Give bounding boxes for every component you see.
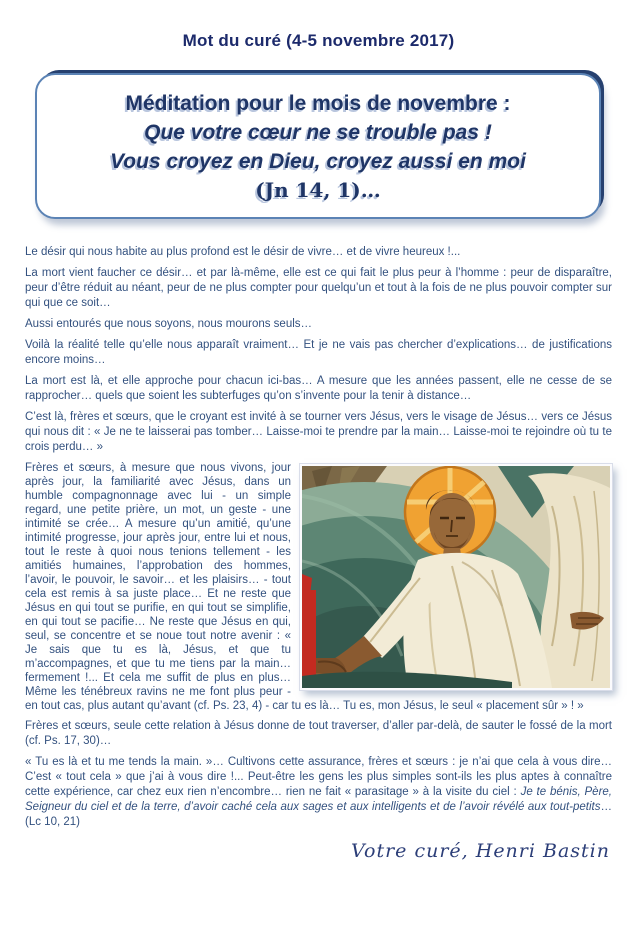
document-page [0,31,636,930]
meditation-line-1: Méditation pour le mois de novembre : [125,92,511,115]
closing-text-part3: … (Lc 10, 21) [25,801,612,828]
body-paragraph-1: Le désir qui nous habite au plus profond est le désir de vivre… et de vivre heureux !... [25,246,461,258]
body-paragraph-7-text: Frères et sœurs, à mesure que nous vivons, jour après jour, la familiarité avec Jésus, dans un humble compagnonnage avec lui - un simple regard, une petite prière, un mot, un geste - une intimité se crée… A mesure qu’un amitié, qu’une intimité progresse, jour après jour, entre lui et nous, tout le reste à quoi nous tenions tellement - les amitiés humaines, l’approbation des hommes, l’avoir, le pouvoir, le savoir… et les plaisirs… - tout cela est remis à sa juste place… Et ne reste que Jésus en qui tout se purifie, en qui tout se simplifie, en qui tout se pacifie… Ne reste que Jésus en qui, seul, se concentre et se noue tout notre avenir : « Je sais que tu es là, Jésus, et que tu m’accompagnes, et que tu me tiens par la main… fermement !... Et cela me suffit de plus en plus… Même les ténébreux ravins ne me font plus peur - en tout cas, plus autant qu’avant (cf. Ps. 23, 4) - car tu es là… Tu es, mon Jésus, le seul « placement sûr » ! » [25,462,584,712]
body-paragraph-2: La mort vient faucher ce désir… et par là-même, elle est ce qui fait le plus peur à l’homme : peur de disparaître, peur d’être réduit au néant, peur de ne plus compter pour quelqu’un et tout à la fois de ne plus pouvoir compter sur qui que ce soit… [25,267,612,309]
body-text [25,245,612,830]
meditation-line-4-scripture-ref: (Jn 14, 1)… [255,178,381,202]
body-paragraph-4: Voilà la réalité telle qu’elle nous apparaît vraiment… Et je ne vais pas chercher d’explications… de justifications encore moins… [25,339,612,366]
page-title: Mot du curé (4-5 novembre 2017) [182,31,455,50]
meditation-line-2: Que votre cœur ne se trouble pas ! [144,121,492,144]
meditation-line-3: Vous croyez en Dieu, croyez aussi en moi [110,150,526,173]
christ-resurrection-icon-image [300,464,612,690]
body-paragraph-9 [25,755,612,830]
closing-text-part1: « Tu es là et tu me tends la main. »… Cultivons cette assurance, frères et sœurs : je n’ai que cela à vous dire… C’est « tout cela » que j’ai à vous dire !... Peut-être les gens les plus simples sont-ils les plus aptes à connaître cette expérience, car chez eux rien n’encombre… rien ne fait « parasitage » à la visite du ciel : [25,756,612,798]
body-paragraph-7 [25,461,612,713]
body-paragraph-5: La mort est là, et elle approche pour chacun ici-bas… A mesure que les années passent, elle ne cesse de se rapprocher… quels que soient les subterfuges qu’on s’invente pour la tenir à distance… [25,375,612,402]
signature: Votre curé, Henri Bastin [351,840,610,862]
closing-scripture-quote: Je te bénis, Père, Seigneur du ciel et de la terre, d’avoir caché cela aux sages et aux intelligents et de l’avoir révélé aux tout-petits [25,786,612,813]
meditation-box [35,73,601,219]
body-paragraph-6: C’est là, frères et sœurs, que le croyant est invité à se tourner vers Jésus, vers le visage de Jésus… vers ce Jésus qui nous dit : « Je ne te laisserai pas tomber… Laisse-moi te prendre par la main… Laisse-moi te rejoindre où tu te crois perdu… » [25,411,612,453]
body-paragraph-3: Aussi entourés que nous soyons, nous mourons seuls… [25,318,313,330]
body-paragraph-8: Frères et sœurs, seule cette relation à Jésus donne de tout traverser, d’aller par-delà, de sauter le fossé de la mort (cf. Ps. 17, 30)… [25,720,612,747]
